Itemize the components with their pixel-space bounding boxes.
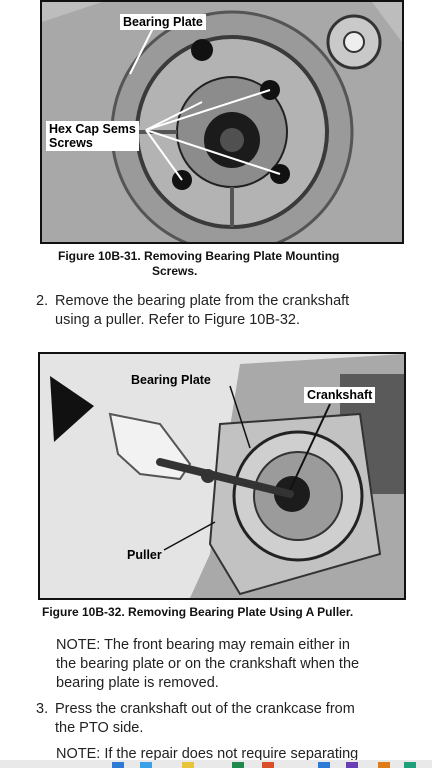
figure-10b-31-caption (58, 249, 418, 279)
label-puller: Puller (127, 548, 162, 562)
step-2-number: 2. (36, 293, 49, 309)
note-separating-partial: NOTE: If the repair does not require separating (56, 746, 359, 760)
label-bearing-plate: Bearing Plate (120, 14, 206, 30)
note-front-bearing (56, 636, 430, 693)
figure-10b-31-photo (40, 0, 404, 244)
step-3-number: 3. (36, 701, 49, 717)
taskbar-app-icon[interactable] (378, 762, 390, 768)
taskbar-app-icon[interactable] (232, 762, 244, 768)
step-2-line2: using a puller. Refer to Figure 10B-32. (55, 312, 301, 328)
step-3 (36, 700, 430, 738)
taskbar-app-icon[interactable] (262, 762, 274, 768)
figure-10b-32-photo (38, 352, 406, 600)
taskbar-app-icon[interactable] (140, 762, 152, 768)
label-hex-cap-sems-screws (46, 121, 139, 151)
note1-line2: the bearing plate or on the crankshaft when the (56, 656, 360, 672)
step-2-line1: Remove the bearing plate from the crankshaft (55, 293, 350, 309)
figure-10b-32-caption: Figure 10B-32. Removing Bearing Plate Using A Puller. (42, 605, 354, 619)
taskbar-app-icon[interactable] (346, 762, 358, 768)
caption-line1: Figure 10B-31. Removing Bearing Plate Mounting (58, 249, 340, 263)
taskbar-app-icon[interactable] (112, 762, 124, 768)
label-hex-cap-line1: Hex Cap Sems (49, 122, 136, 136)
taskbar-strip (0, 760, 432, 768)
label-bearing-plate-fig2: Bearing Plate (131, 373, 211, 387)
taskbar-app-icon[interactable] (318, 762, 330, 768)
step-2 (36, 292, 426, 330)
taskbar-app-icon[interactable] (182, 762, 194, 768)
step-3-line1: Press the crankshaft out of the crankcase from (55, 701, 355, 717)
label-crankshaft: Crankshaft (304, 387, 375, 403)
note1-line3: bearing plate is removed. (56, 675, 219, 691)
note1-line1: NOTE: The front bearing may remain either in (56, 637, 350, 653)
step-3-line2: the PTO side. (55, 720, 144, 736)
caption-line2: Screws. (152, 264, 198, 278)
taskbar-app-icon[interactable] (404, 762, 416, 768)
label-hex-cap-line2: Screws (49, 136, 93, 150)
